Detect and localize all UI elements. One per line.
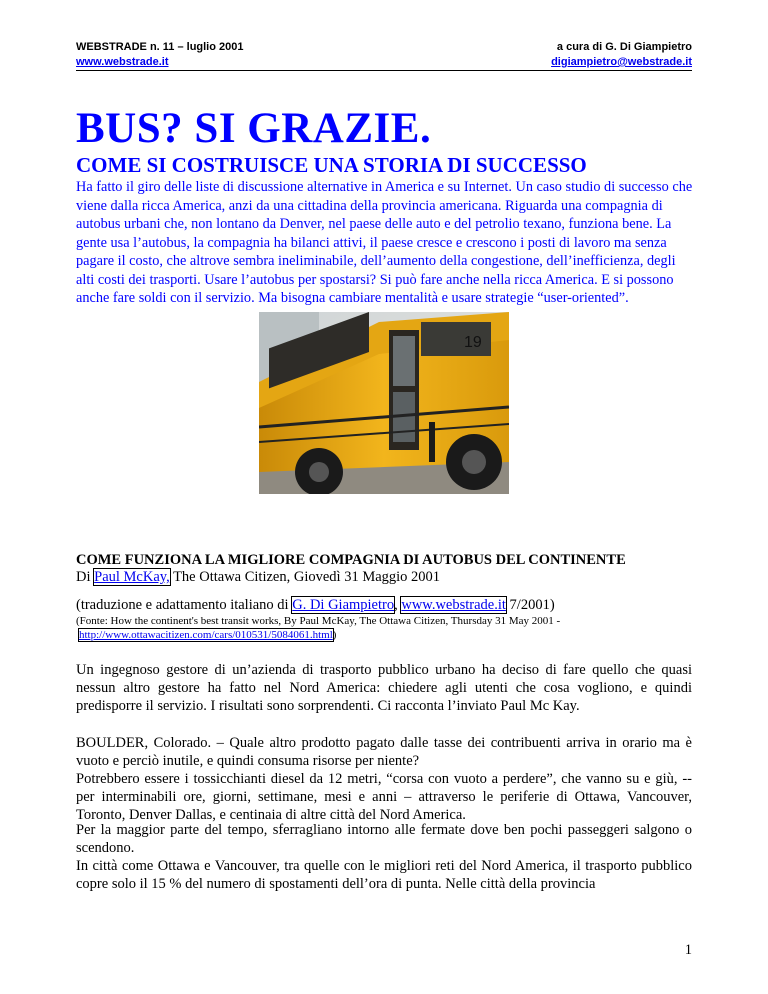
translation-site-link[interactable]: www.webstrade.it [401, 597, 506, 613]
article-heading: COME FUNZIONA LA MIGLIORE COMPAGNIA DI AUTOBUS DEL CONTINENTE [76, 552, 626, 568]
article-paragraph-1: Un ingegnoso gestore di un’azienda di trasporto pubblico urbano ha deciso di fare quello che quasi nessun altro gestore ha fatto nel Nord America: chiedere agli utenti che cosa vogliono, e quindi predisporre il servizio. I risultati sono sorprendenti. Ci racconta l’inviato Paul Mc Kay. [76, 662, 692, 714]
source-text: (Fonte: How the continent's best transit works, By Paul McKay, The Ottawa Citizen, Thursday 31 May 2001 - [76, 615, 561, 627]
school-bus-illustration [259, 312, 509, 494]
header-right [551, 40, 692, 70]
byline-suffix: The Ottawa Citizen, Giovedì 31 Maggio 2001 [169, 569, 441, 585]
source-close: ) [332, 629, 337, 641]
article-byline [76, 569, 440, 586]
translator-link[interactable]: G. Di Giampietro [292, 597, 395, 613]
header-site-link[interactable]: www.webstrade.it [76, 56, 169, 68]
translation-suffix: 7/2001) [505, 597, 555, 613]
intro-paragraph: Ha fatto il giro delle liste di discussione alternative in America e su Internet. Un caso studio di successo che viene dalla ricca America, anzi da una cittadina della provincia americana. Riguarda una compagnia di autobus urbani che, non lontano da Denver, nel paese delle auto e del petrolio texano, funziona bene. La gente usa l’autobus, la compagnia ha bilanci attivi, il paese cresce e crescono i posti di lavoro ma senza pagare il costo, che altrove sembra ineliminabile, dell’aumento della congestione, dell’inefficienza, degli alti costi dei trasporti. Usare l’autobus per spostarsi? Si può fare anche nella ricca America. E si possono anche fare soldi con il servizio. Ma bisogna cambiare mentalità e usare strategie “user-oriented”. [76, 179, 693, 306]
newsletter-issue: WEBSTRADE n. 11 – luglio 2001 [76, 41, 244, 53]
header-divider [76, 70, 692, 71]
page-number: 1 [684, 942, 692, 958]
school-bus-photo [259, 312, 509, 494]
editor-credit: a cura di G. Di Giampietro [556, 41, 692, 53]
article-paragraph-3: Per la maggior parte del tempo, sferragliano intorno alle fermate dove ben pochi passeggeri salgono o scendono. In città come Ottawa e Vancouver, tra quelle con le migliori reti del Nord America, il trasporto pubblico copre solo il 15 % del numero di spostamenti dell’ora di punta. Nelle città della provincia [76, 822, 692, 892]
translation-mid: , [394, 597, 402, 613]
header-left [76, 40, 244, 70]
translation-credit [76, 597, 555, 614]
author-link[interactable]: Paul McKay, [94, 569, 170, 585]
page-subtitle: COME SI COSTRUISCE UNA STORIA DI SUCCESSO [76, 153, 587, 177]
header-email-link[interactable]: digiampietro@webstrade.it [551, 56, 692, 68]
byline-prefix: Di [76, 569, 95, 585]
source-url-link[interactable]: http://www.ottawacitizen.com/cars/010531/5084061.html [79, 629, 333, 641]
page-title: BUS? SI GRAZIE. [76, 105, 432, 152]
translation-prefix: (traduzione e adattamento italiano di [76, 597, 293, 613]
bus-number-label: 19 [464, 334, 482, 351]
article-paragraph-2: BOULDER, Colorado. – Quale altro prodotto pagato dalle tasse dei contribuenti arriva in orario ma è vuoto e perciò inutile, e quindi consuma risorse per niente? Potrebbero essere i tossicchianti diesel da 12 metri, “corsa con vuoto a perdere”, che vanno su e giù, -- per interminabili ore, giorni, settimane, mesi e anni – attraverso le periferie di Ottawa, Vancouver, Toronto, Denver Dallas, e centinaia di altre città del Nord America. [76, 735, 692, 823]
source-note [76, 614, 560, 642]
